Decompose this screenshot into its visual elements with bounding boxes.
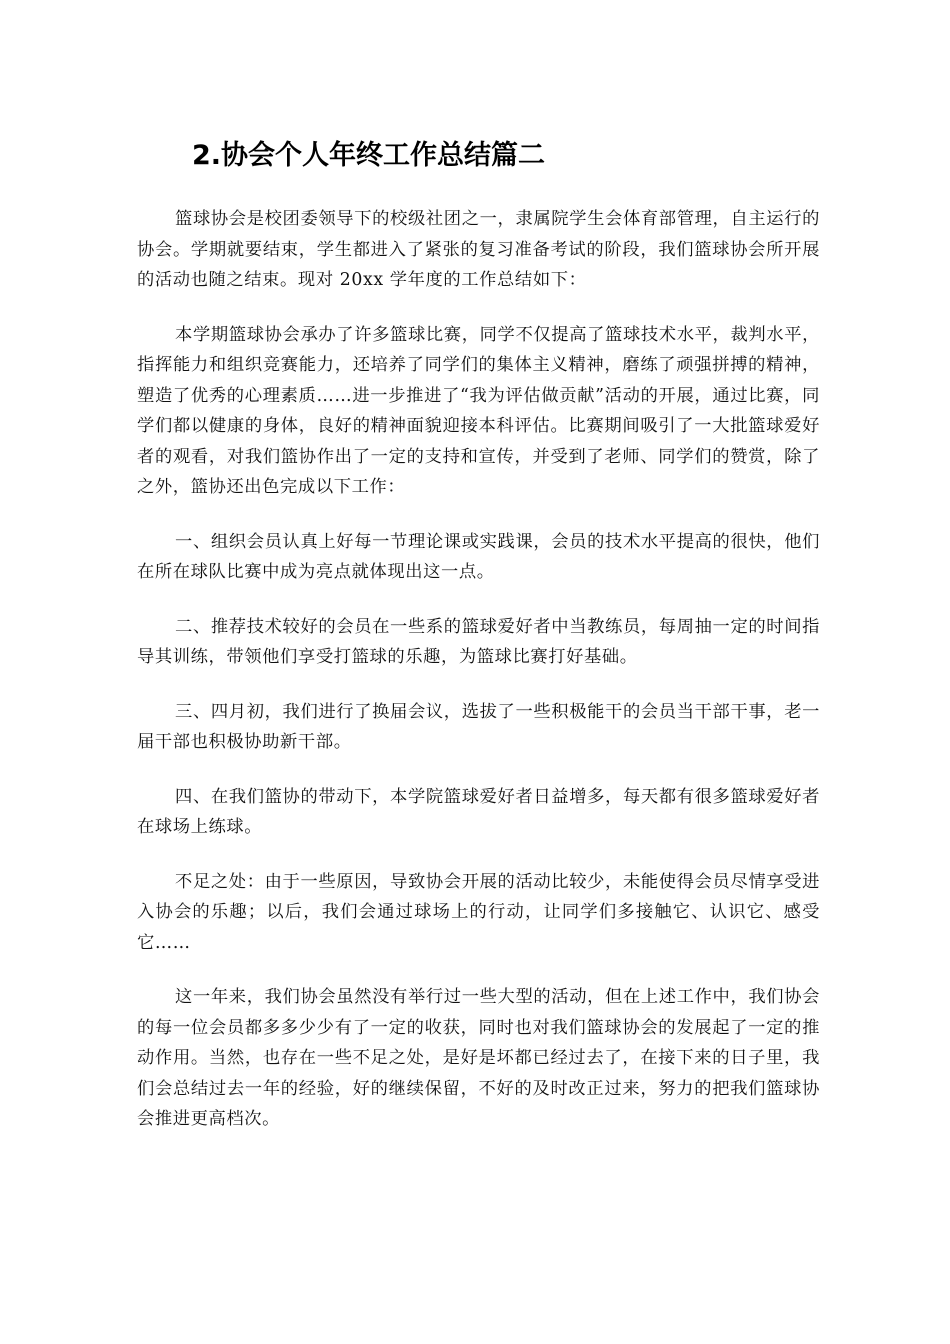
paragraph-competitions: 本学期篮球协会承办了许多篮球比赛，同学不仅提高了篮球技术水平，裁判水平，指挥能力和组织竞赛能力，还培养了同学们的集体主义精神，磨练了顽强拼搏的精神，塑造了优秀的心理素质……进一步推进了“我为评估做贡献”活动的开展，通过比赛，同学们都以健康的身体，良好的精神面貌迎接本科评估。比赛期间吸引了一大批篮球爱好者的观看，对我们篮协作出了一定的支持和宣传，并受到了老师、同学们的赞赏，除了之外，篮协还出色完成以下工作：: [137, 324, 820, 497]
paragraph-item-one: 一、组织会员认真上好每一节理论课或实践课，会员的技术水平提高的很快，他们在所在球队比赛中成为亮点就体现出这一点。: [137, 531, 820, 582]
paragraph-conclusion: 这一年来，我们协会虽然没有举行过一些大型的活动，但在上述工作中，我们协会的每一位会员都多多少少有了一定的收获，同时也对我们篮球协会的发展起了一定的推动作用。当然，也存在一些不足之处，是好是坏都已经过去了，在接下来的日子里，我们会总结过去一年的经验，好的继续保留，不好的及时改正过来，努力的把我们篮球协会推进更高档次。: [137, 987, 820, 1129]
paragraph-item-two: 二、推荐技术较好的会员在一些系的篮球爱好者中当教练员，每周抽一定的时间指导其训练，带领他们享受打篮球的乐趣，为篮球比赛打好基础。: [137, 616, 820, 667]
paragraph-shortcomings: 不足之处：由于一些原因，导致协会开展的活动比较少，未能使得会员尽情享受进入协会的乐趣；以后，我们会通过球场上的行动，让同学们多接触它、认识它、感受它……: [137, 871, 820, 953]
paragraph-item-four: 四、在我们篮协的带动下，本学院篮球爱好者日益增多，每天都有很多篮球爱好者在球场上练球。: [137, 786, 820, 837]
paragraph-intro: 篮球协会是校团委领导下的校级社团之一，隶属院学生会体育部管理，自主运行的协会。学期就要结束，学生都进入了紧张的复习准备考试的阶段，我们篮球协会所开展的活动也随之结束。现对 20xx 学年度的工作总结如下：: [137, 209, 820, 290]
document-title: 2.协会个人年终工作总结篇二: [192, 140, 546, 171]
document-body: [137, 204, 820, 1159]
paragraph-item-three: 三、四月初，我们进行了换届会议，选拔了一些积极能干的会员当干部干事，老一届干部也积极协助新干部。: [137, 701, 820, 752]
